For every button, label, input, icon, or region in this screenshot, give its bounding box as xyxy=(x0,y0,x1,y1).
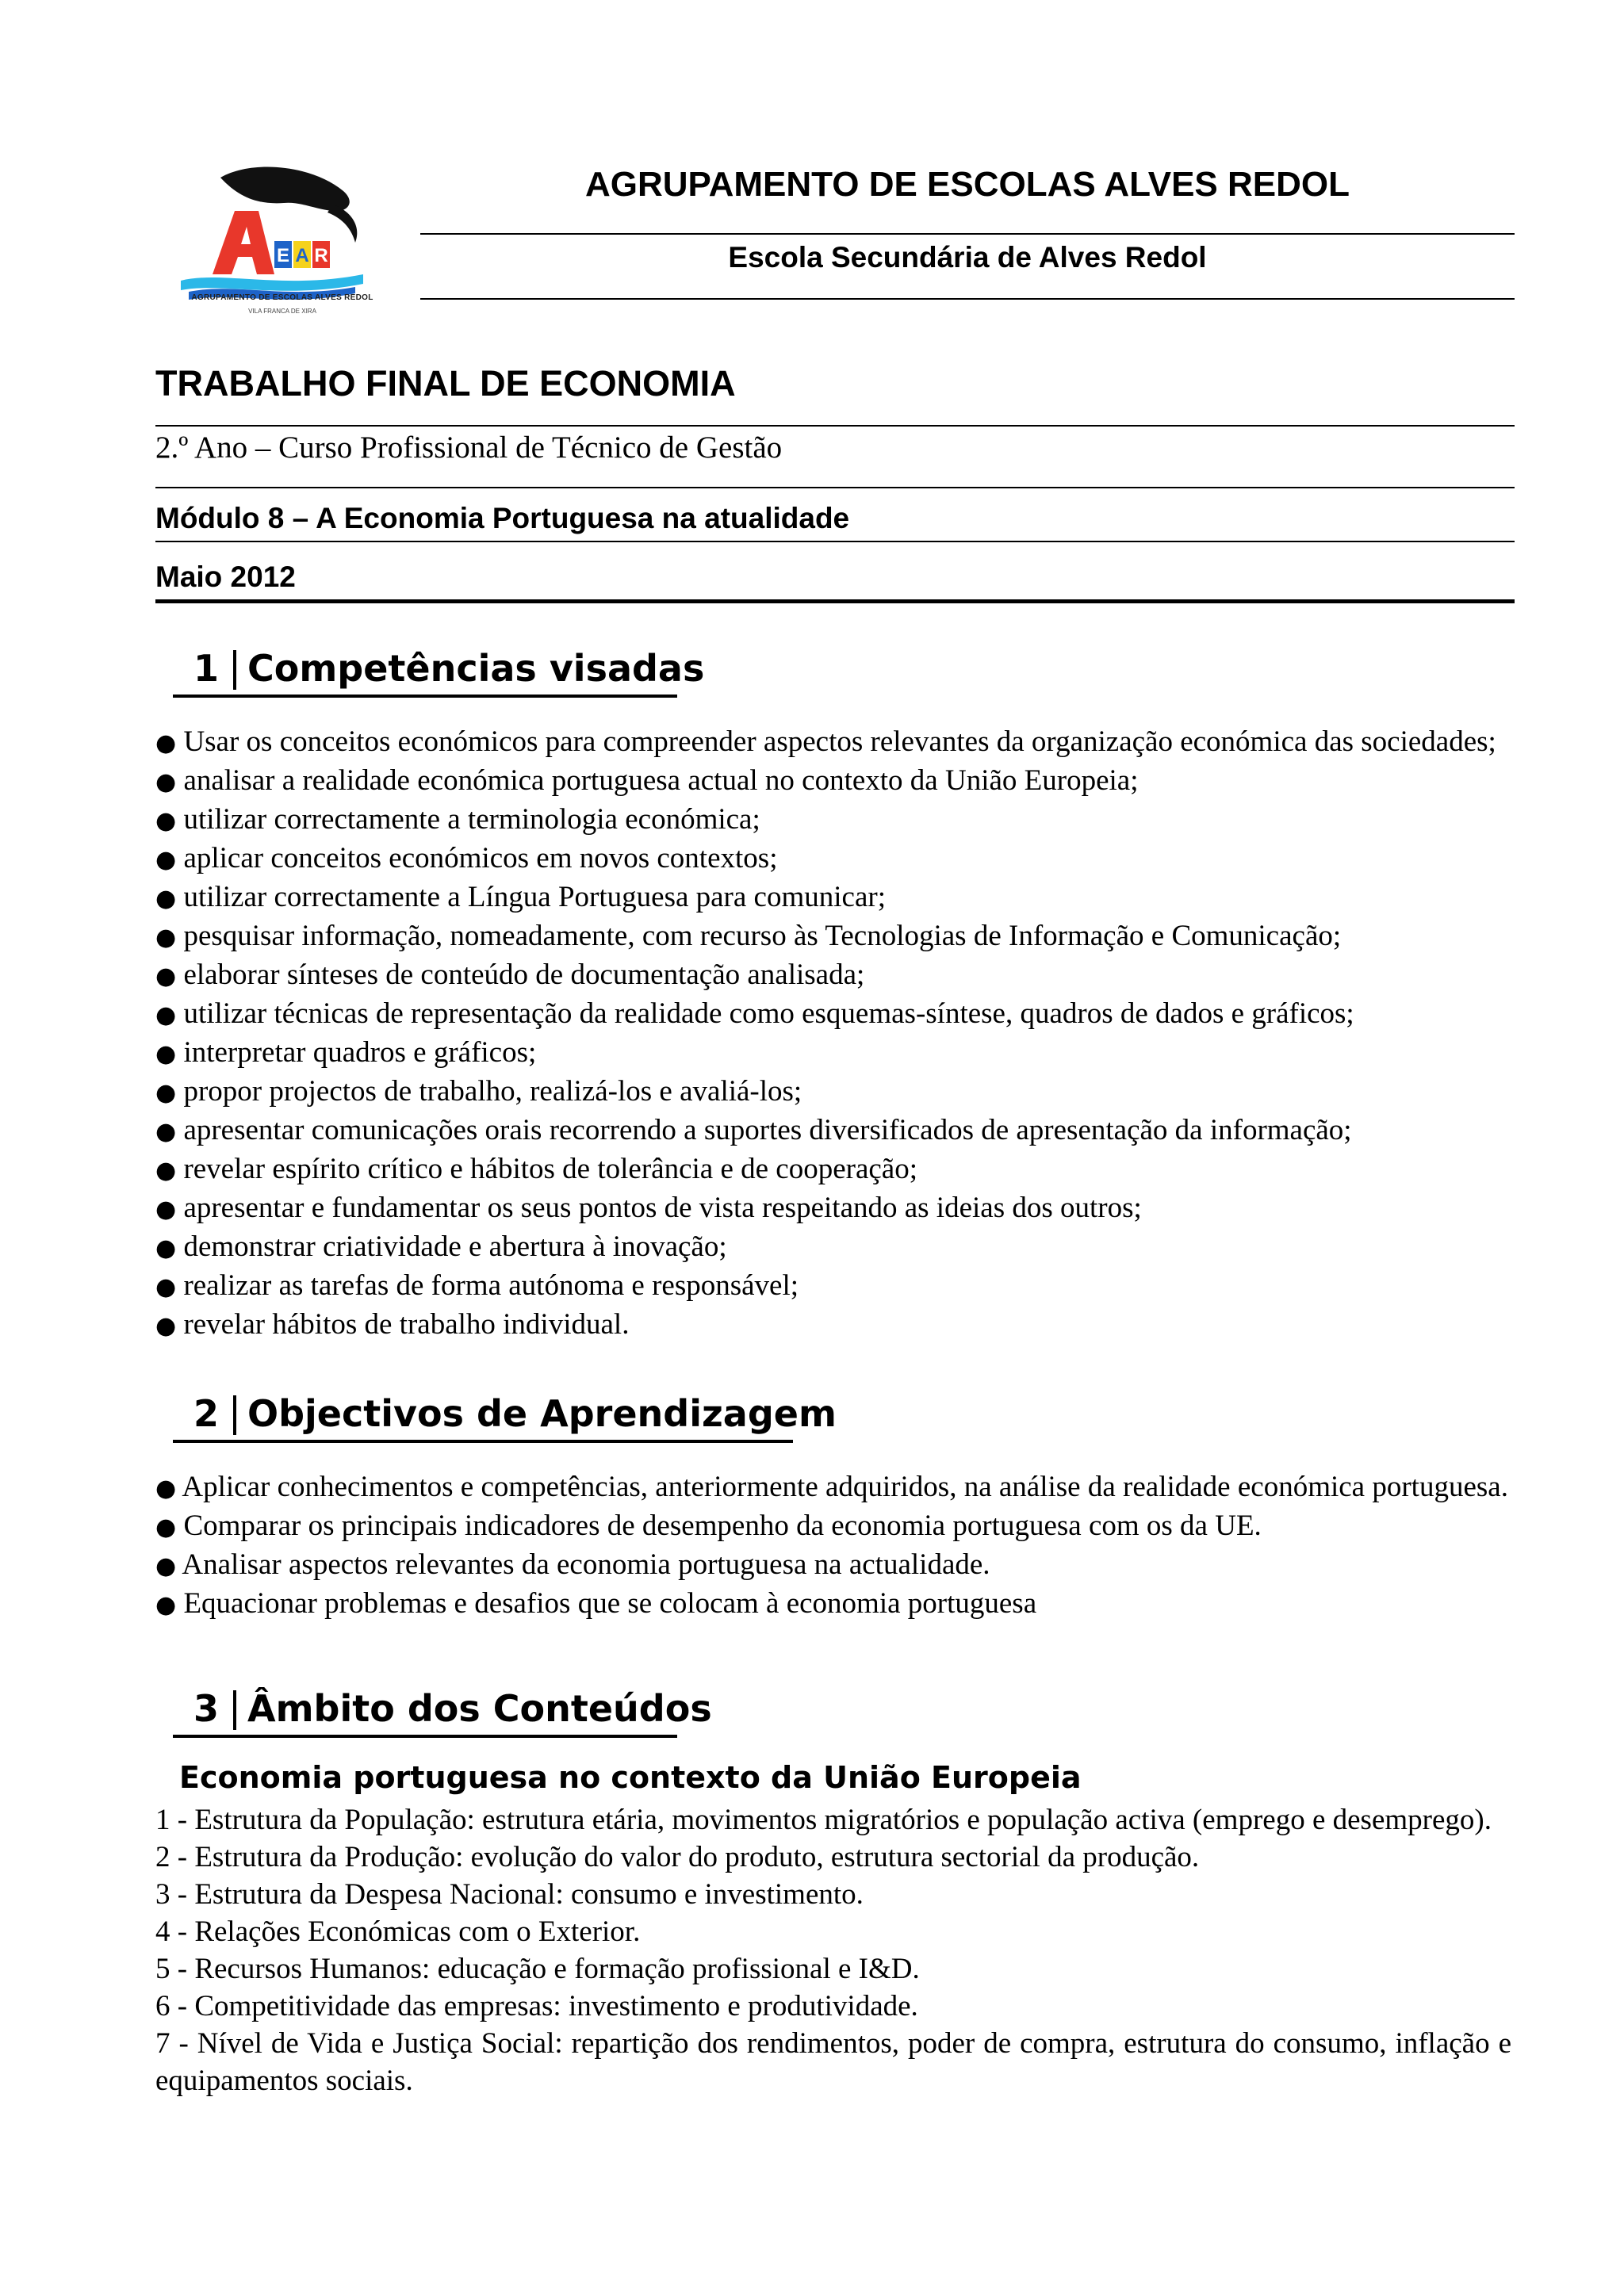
logo-swoosh-tail xyxy=(327,205,357,243)
list-item: ● revelar espírito crítico e hábitos de tolerância e de cooperação; xyxy=(155,1153,917,1185)
school-name: Escola Secundária de Alves Redol xyxy=(728,241,1207,274)
list-item: 4 - Relações Económicas com o Exterior. xyxy=(155,1915,641,1948)
header-rule-top xyxy=(420,233,1515,235)
logo-caption: AGRUPAMENTO DE ESCOLAS ALVES REDOL xyxy=(191,293,373,302)
list-item: ● utilizar técnicas de representação da realidade como esquemas-síntese, quadros de dados e gráficos; xyxy=(155,997,1354,1030)
list-item: 7 - Nível de Vida e Justiça Social: repartição dos rendimentos, poder de compra, estrutura do consumo, inflação e equipamentos sociais. xyxy=(155,2027,1511,2097)
list-item: ● Analisar aspectos relevantes da economia portuguesa na actualidade. xyxy=(155,1548,990,1581)
list-item: ● utilizar correctamente a Língua Portuguesa para comunicar; xyxy=(155,881,886,913)
section-number: 3 xyxy=(193,1687,220,1730)
section-2-heading xyxy=(173,1392,837,1443)
module-rule xyxy=(155,541,1515,542)
document-title: TRABALHO FINAL DE ECONOMIA xyxy=(155,363,736,404)
section-title: Âmbito dos Conteúdos xyxy=(247,1687,712,1730)
course-rule xyxy=(155,487,1515,488)
list-item: ● realizar as tarefas de forma autónoma e responsável; xyxy=(155,1269,799,1302)
list-item: ● utilizar correctamente a terminologia económica; xyxy=(155,803,760,836)
section-divider xyxy=(233,650,236,690)
objectives-list xyxy=(155,1468,1511,1624)
list-item: ● elaborar sínteses de conteúdo de documentação analisada; xyxy=(155,959,865,991)
list-item: ● revelar hábitos de trabalho individual. xyxy=(155,1308,630,1341)
svg-text:E: E xyxy=(276,245,290,266)
date-rule xyxy=(155,599,1515,603)
section-title: Competências visadas xyxy=(247,647,705,690)
list-item: 5 - Recursos Humanos: educação e formação profissional e I&D. xyxy=(155,1953,920,1985)
list-item: ● apresentar comunicações orais recorrendo a suportes diversificados de apresentação da informação; xyxy=(155,1114,1352,1146)
section-1-heading xyxy=(173,647,705,698)
school-logo xyxy=(165,155,387,330)
logo-subcaption: VILA FRANCA DE XIRA xyxy=(248,308,316,315)
logo-letter-a xyxy=(213,211,274,274)
header-rule-bottom xyxy=(420,298,1515,300)
section-number: 2 xyxy=(193,1392,220,1435)
list-item: ● interpretar quadros e gráficos; xyxy=(155,1036,537,1069)
section-title: Objectivos de Aprendizagem xyxy=(247,1392,837,1435)
contents-list xyxy=(155,1801,1511,2099)
list-item: ● propor projectos de trabalho, realizá-los e avaliá-los; xyxy=(155,1075,802,1108)
list-item: ● aplicar conceitos económicos em novos contextos; xyxy=(155,842,778,874)
year-course: 2.º Ano – Curso Profissional de Técnico de Gestão xyxy=(155,430,783,465)
list-item: 6 - Competitividade das empresas: investimento e produtividade. xyxy=(155,1990,918,2022)
logo-swoosh xyxy=(220,167,350,212)
section-3-heading xyxy=(173,1687,712,1738)
section-divider xyxy=(233,1395,236,1435)
document-date: Maio 2012 xyxy=(155,561,296,593)
list-item: ● Usar os conceitos económicos para compreender aspectos relevantes da organização económica das sociedades; xyxy=(155,725,1496,758)
list-item: ● Comparar os principais indicadores de desempenho da economia portuguesa com os da UE. xyxy=(155,1510,1262,1542)
school-group-name: AGRUPAMENTO DE ESCOLAS ALVES REDOL xyxy=(584,165,1350,204)
svg-text:R: R xyxy=(314,245,328,266)
list-item: ● apresentar e fundamentar os seus pontos de vista respeitando as ideias dos outros; xyxy=(155,1192,1142,1224)
competencies-list xyxy=(155,723,1511,1345)
list-item: ● pesquisar informação, nomeadamente, com recurso às Tecnologias de Informação e Comunicação; xyxy=(155,920,1342,952)
module-title: Módulo 8 – A Economia Portuguesa na atualidade xyxy=(155,502,850,534)
section-divider xyxy=(233,1690,236,1730)
list-item: ● demonstrar criatividade e abertura à inovação; xyxy=(155,1230,727,1263)
list-item: ● Equacionar problemas e desafios que se colocam à economia portuguesa xyxy=(155,1587,1037,1620)
title-rule xyxy=(155,425,1515,427)
svg-text:A: A xyxy=(295,245,309,266)
list-item: ● Aplicar conhecimentos e competências, anteriormente adquiridos, na análise da realidade económica portuguesa. xyxy=(155,1471,1508,1503)
section-number: 1 xyxy=(193,647,220,690)
list-item: 2 - Estrutura da Produção: evolução do valor do produto, estrutura sectorial da produção. xyxy=(155,1841,1200,1873)
list-item: ● analisar a realidade económica portuguesa actual no contexto da União Europeia; xyxy=(155,764,1139,797)
logo-wave xyxy=(181,274,363,291)
section-3-subheading: Economia portuguesa no contexto da União Europeia xyxy=(179,1760,1082,1795)
list-item: 3 - Estrutura da Despesa Nacional: consumo e investimento. xyxy=(155,1878,864,1911)
list-item: 1 - Estrutura da População: estrutura etária, movimentos migratórios e população activa (emprego e desemprego). xyxy=(155,1804,1492,1836)
